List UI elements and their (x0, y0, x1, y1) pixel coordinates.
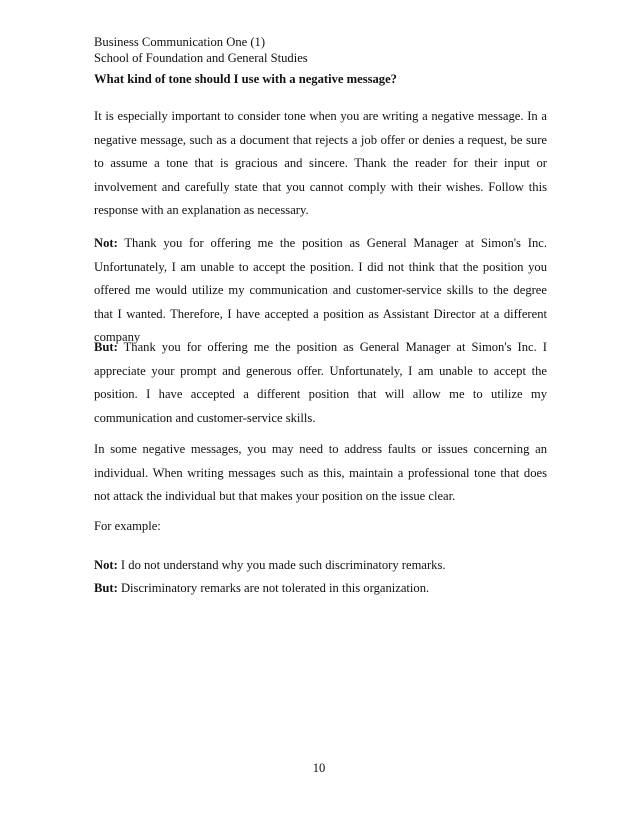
but-label: But: (94, 340, 118, 354)
example2-but (94, 577, 547, 601)
course-title: Business Communication One (1) (94, 35, 266, 49)
example1-not (94, 232, 547, 350)
not-label: Not: (94, 558, 118, 572)
faults-paragraph: In some negative messages, you may need to address faults or issues concerning an individual. When writing messages such as this, maintain a professional tone that does not attack the individual but that makes your position on the issue clear. (94, 442, 547, 503)
intro-paragraph: It is especially important to consider tone when you are writing a negative message. In a negative message, such as a document that rejects a job offer or denies a request, be sure to assume a tone that is gracious and sincere. Thank the reader for their input or involvement and carefully state that you cannot comply with their wishes. Follow this response with an explanation as necessary. (94, 109, 547, 217)
for-example-text: For example: (94, 519, 161, 533)
not-text: Thank you for offering me the position as General Manager at Simon's Inc. Unfortunately, I am unable to accept the position. I did not think that the position you offered me would utilize my communication and customer-service skills to the degree that I wanted. Therefore, I have accepted a position as Assistant Director at a different company (94, 236, 547, 344)
page-number: 10 (312, 761, 326, 775)
page-header (94, 34, 308, 66)
but-text: Thank you for offering me the position as General Manager at Simon's Inc. I appreciate your prompt and generous offer. Unfortunately, I am unable to accept the position. I have accepted a different position that will allow me to utilize my communication and customer-service skills. (94, 340, 547, 425)
question-heading: What kind of tone should I use with a negative message? (94, 72, 397, 86)
example2-not (94, 554, 547, 578)
not-label: Not: (94, 236, 118, 250)
but-label: But: (94, 581, 118, 595)
but-text: Discriminatory remarks are not tolerated in this organization. (117, 581, 430, 595)
not-text: I do not understand why you made such discriminatory remarks. (117, 558, 446, 572)
school-name: School of Foundation and General Studies (94, 51, 308, 65)
example1-but (94, 336, 547, 430)
